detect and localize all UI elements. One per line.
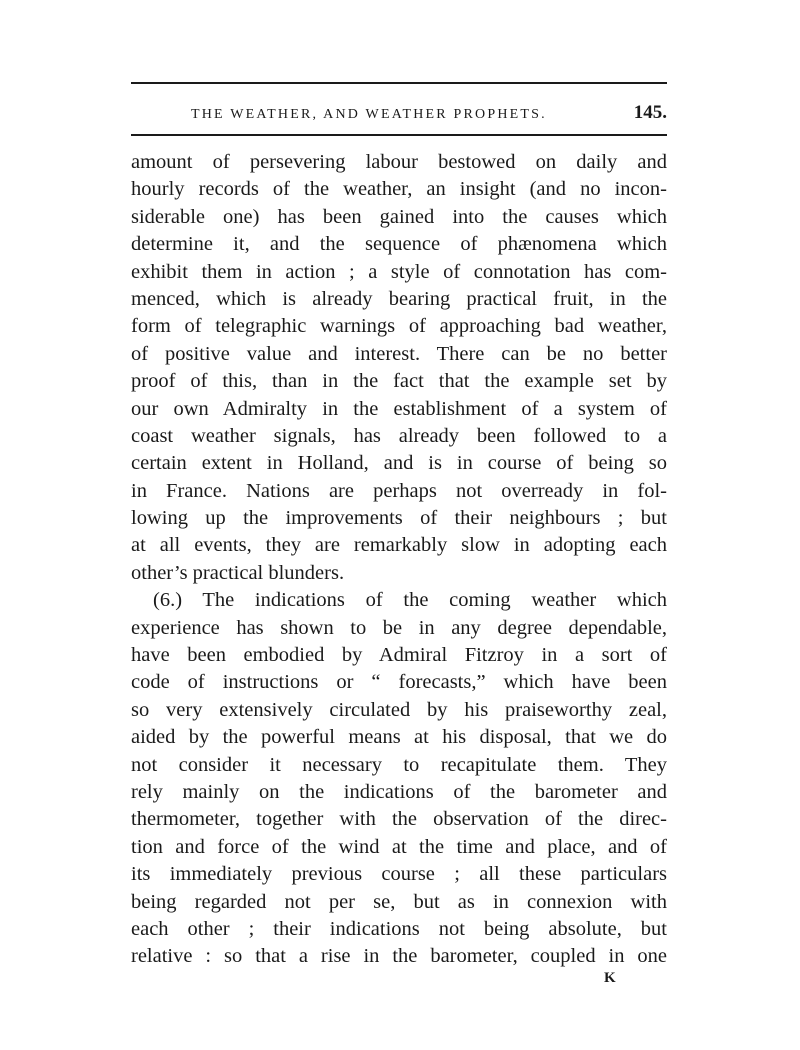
text-line: code of instructions or “ forecasts,” which have been (131, 671, 667, 694)
text-line: in France. Nations are perhaps not overready in fol- (131, 479, 667, 502)
header-rule-top (131, 82, 667, 84)
text-line: proof of this, than in the fact that the example set by (131, 370, 667, 393)
text-line: amount of persevering labour bestowed on daily and (131, 151, 667, 173)
text-line: of positive value and interest. There can be no better (131, 342, 667, 365)
text-line: menced, which is already bearing practical fruit, in the (131, 287, 667, 310)
text-line: form of telegraphic warnings of approaching bad weather, (131, 315, 667, 338)
text-line: have been embodied by Admiral Fitzroy in a sort of (131, 644, 667, 667)
text-line: our own Admiralty in the establishment of a system of (131, 397, 667, 420)
text-line: aided by the powerful means at his disposal, that we do (131, 726, 667, 749)
text-line: each other ; their indications not being absolute, but (131, 917, 667, 940)
text-line: relative : so that a rise in the barometer, coupled in one (131, 945, 667, 968)
text-line: other’s practical blunders. (131, 561, 345, 584)
text-line: its immediately previous course ; all these particulars (131, 863, 667, 886)
text-line: (6.) The indications of the coming weather which (153, 589, 667, 612)
text-line: thermometer, together with the observation of the direc- (131, 808, 667, 831)
running-head (131, 104, 667, 126)
text-line: certain extent in Holland, and is in course of being so (131, 452, 667, 475)
text-line: tion and force of the wind at the time and place, and of (131, 835, 667, 858)
text-line: lowing up the improvements of their neighbours ; but (131, 507, 667, 530)
text-line: so very extensively circulated by his praiseworthy zeal, (131, 698, 667, 721)
text-line: hourly records of the weather, an insight (and no incon- (131, 178, 667, 201)
text-line: siderable one) has been gained into the causes which (131, 205, 667, 228)
text-line: exhibit them in action ; a style of connotation has com- (131, 260, 667, 283)
signature-mark: K (604, 970, 617, 986)
text-line: rely mainly on the indications of the barometer and (131, 780, 667, 803)
text-line: not consider it necessary to recapitulate them. They (131, 753, 667, 776)
text-line: at all events, they are remarkably slow in adopting each (131, 534, 667, 557)
body-text (131, 149, 667, 971)
text-line: coast weather signals, has already been followed to a (131, 424, 667, 447)
text-line: experience has shown to be in any degree dependable, (131, 616, 667, 639)
page-number: 145. (633, 102, 667, 123)
header-rule-bottom (131, 134, 667, 136)
running-title: THE WEATHER, AND WEATHER PROPHETS. (191, 107, 547, 122)
text-line: determine it, and the sequence of phænomena which (131, 233, 667, 256)
text-line: being regarded not per se, but as in connexion with (131, 890, 667, 913)
